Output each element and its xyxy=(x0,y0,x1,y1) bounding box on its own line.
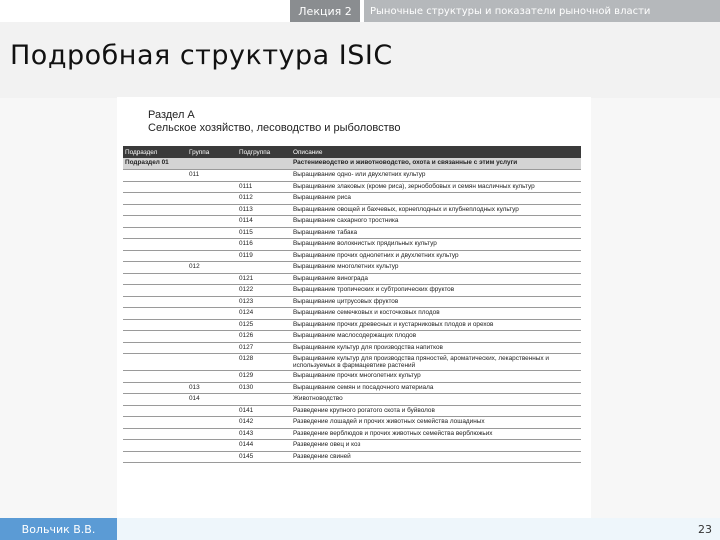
table-row xyxy=(123,394,581,406)
cell-description: Выращивание сахарного тростника xyxy=(291,216,581,228)
column-header-subsection: Подраздел xyxy=(123,146,187,158)
cell-class: 0115 xyxy=(237,227,291,239)
table-row xyxy=(123,193,581,205)
cell-subsection xyxy=(123,319,187,331)
cell-description: Выращивание цитрусовых фруктов xyxy=(291,296,581,308)
cell-description: Выращивание одно- или двухлетних культур xyxy=(291,170,581,182)
table-row xyxy=(123,181,581,193)
section-title: Сельское хозяйство, лесоводство и рыболовство xyxy=(148,122,401,134)
cell-description: Выращивание культур для производства пряностей, ароматических, лекарственных и используемых в фармацевтике растений xyxy=(291,354,581,371)
cell-group: 011 xyxy=(187,170,237,182)
cell-description: Выращивание табака xyxy=(291,227,581,239)
cell-description: Выращивание семечковых и косточковых плодов xyxy=(291,308,581,320)
table-row xyxy=(123,296,581,308)
cell-group xyxy=(187,428,237,440)
cell-subsection xyxy=(123,216,187,228)
cell-subsection xyxy=(123,181,187,193)
cell-class xyxy=(237,262,291,274)
cell-class: 0145 xyxy=(237,451,291,463)
table-row xyxy=(123,308,581,320)
table-row xyxy=(123,319,581,331)
cell-description: Разведение овец и коз xyxy=(291,440,581,452)
cell-group xyxy=(187,273,237,285)
cell-class: 0144 xyxy=(237,440,291,452)
cell-group xyxy=(187,319,237,331)
cell-subsection xyxy=(123,227,187,239)
column-header-group: Группа xyxy=(187,146,237,158)
cell-subsection xyxy=(123,193,187,205)
cell-subsection xyxy=(123,405,187,417)
cell-group xyxy=(187,296,237,308)
cell-class: 0122 xyxy=(237,285,291,297)
cell-class xyxy=(237,170,291,182)
table-row xyxy=(123,204,581,216)
cell-class: 0111 xyxy=(237,181,291,193)
cell-group xyxy=(187,285,237,297)
cell-subsection xyxy=(123,354,187,371)
table-row xyxy=(123,405,581,417)
section-heading xyxy=(148,109,400,135)
cell-class: 0126 xyxy=(237,331,291,343)
table-row xyxy=(123,262,581,274)
cell-subsection xyxy=(123,371,187,383)
cell-group xyxy=(187,158,237,170)
cell-group xyxy=(187,354,237,371)
cell-group xyxy=(187,239,237,251)
table-row xyxy=(123,273,581,285)
cell-subsection xyxy=(123,428,187,440)
cell-group: 014 xyxy=(187,394,237,406)
cell-description: Выращивание овощей и бахчевых, корнеплодных и клубнеплодных культур xyxy=(291,204,581,216)
isic-table xyxy=(123,146,581,463)
cell-description: Выращивание маслосодержащих плодов xyxy=(291,331,581,343)
cell-class: 0113 xyxy=(237,204,291,216)
cell-subsection xyxy=(123,262,187,274)
cell-class: 0142 xyxy=(237,417,291,429)
cell-subsection xyxy=(123,331,187,343)
cell-group xyxy=(187,308,237,320)
cell-subsection xyxy=(123,451,187,463)
table-body xyxy=(123,158,581,463)
cell-description: Выращивание винограда xyxy=(291,273,581,285)
cell-subsection xyxy=(123,417,187,429)
table-row xyxy=(123,428,581,440)
table-row xyxy=(123,331,581,343)
cell-subsection xyxy=(123,285,187,297)
lecture-label: Лекция 2 xyxy=(290,0,360,22)
cell-description: Выращивание многолетних культур xyxy=(291,262,581,274)
cell-group xyxy=(187,204,237,216)
cell-class: 0121 xyxy=(237,273,291,285)
cell-class: 0141 xyxy=(237,405,291,417)
cell-class: 0130 xyxy=(237,382,291,394)
cell-subsection xyxy=(123,170,187,182)
table-row xyxy=(123,239,581,251)
cell-group xyxy=(187,405,237,417)
cell-description: Выращивание прочих древесных и кустарниковых плодов и орехов xyxy=(291,319,581,331)
cell-group xyxy=(187,371,237,383)
cell-description: Выращивание прочих многолетних культур xyxy=(291,371,581,383)
table-row xyxy=(123,227,581,239)
table-row xyxy=(123,216,581,228)
cell-subsection: Подраздел 01 xyxy=(123,158,187,170)
cell-class: 0124 xyxy=(237,308,291,320)
cell-subsection xyxy=(123,440,187,452)
cell-class: 0114 xyxy=(237,216,291,228)
cell-group xyxy=(187,181,237,193)
cell-group xyxy=(187,216,237,228)
cell-description: Выращивание прочих однолетних и двухлетних культур xyxy=(291,250,581,262)
cell-description: Выращивание тропических и субтропических фруктов xyxy=(291,285,581,297)
cell-description: Разведение лошадей и прочих животных семейства лошадиных xyxy=(291,417,581,429)
cell-subsection xyxy=(123,273,187,285)
cell-class xyxy=(237,158,291,170)
cell-description: Выращивание семян и посадочного материала xyxy=(291,382,581,394)
cell-group xyxy=(187,250,237,262)
subject-label: Рыночные структуры и показатели рыночной власти xyxy=(364,0,720,22)
table-row xyxy=(123,285,581,297)
cell-class: 0143 xyxy=(237,428,291,440)
cell-class xyxy=(237,394,291,406)
cell-subsection xyxy=(123,296,187,308)
table-row xyxy=(123,451,581,463)
page-title: Подробная структура ISIC xyxy=(10,40,393,71)
cell-subsection xyxy=(123,239,187,251)
table-header-row xyxy=(123,146,581,158)
top-bar xyxy=(0,0,720,22)
cell-group xyxy=(187,451,237,463)
cell-subsection xyxy=(123,394,187,406)
cell-description: Выращивание культур для производства напитков xyxy=(291,342,581,354)
cell-subsection xyxy=(123,204,187,216)
table-row xyxy=(123,371,581,383)
cell-class: 0123 xyxy=(237,296,291,308)
cell-subsection xyxy=(123,382,187,394)
table-row xyxy=(123,170,581,182)
cell-group xyxy=(187,227,237,239)
cell-description: Разведение верблюдов и прочих животных семейства верблюжьих xyxy=(291,428,581,440)
author-label: Вольчик В.В. xyxy=(0,518,117,540)
cell-subsection xyxy=(123,342,187,354)
column-header-class: Подгруппа xyxy=(237,146,291,158)
cell-class: 0119 xyxy=(237,250,291,262)
table-row xyxy=(123,440,581,452)
table-row xyxy=(123,342,581,354)
cell-class: 0129 xyxy=(237,371,291,383)
section-label: Раздел A xyxy=(148,109,195,121)
cell-group xyxy=(187,417,237,429)
cell-description: Животноводство xyxy=(291,394,581,406)
column-header-description: Описание xyxy=(291,146,581,158)
cell-description: Выращивание волокнистых прядильных культур xyxy=(291,239,581,251)
cell-description: Растениеводство и животноводство, охота и связанные с этим услуги xyxy=(291,158,581,170)
cell-class: 0112 xyxy=(237,193,291,205)
cell-group xyxy=(187,440,237,452)
table-row xyxy=(123,250,581,262)
table-row xyxy=(123,417,581,429)
cell-class: 0116 xyxy=(237,239,291,251)
cell-group xyxy=(187,342,237,354)
cell-group: 012 xyxy=(187,262,237,274)
table-row xyxy=(123,382,581,394)
cell-class: 0127 xyxy=(237,342,291,354)
table-row xyxy=(123,354,581,371)
table-row xyxy=(123,158,581,170)
cell-subsection xyxy=(123,250,187,262)
cell-group xyxy=(187,193,237,205)
cell-description: Разведение свиней xyxy=(291,451,581,463)
cell-description: Выращивание риса xyxy=(291,193,581,205)
isic-document-image xyxy=(117,97,591,540)
cell-description: Выращивание злаковых (кроме риса), зернобобовых и семян масличных культур xyxy=(291,181,581,193)
cell-group: 013 xyxy=(187,382,237,394)
page-number: 23 xyxy=(698,522,712,536)
cell-subsection xyxy=(123,308,187,320)
cell-group xyxy=(187,331,237,343)
cell-class: 0125 xyxy=(237,319,291,331)
cell-description: Разведение крупного рогатого скота и буйволов xyxy=(291,405,581,417)
cell-class: 0128 xyxy=(237,354,291,371)
